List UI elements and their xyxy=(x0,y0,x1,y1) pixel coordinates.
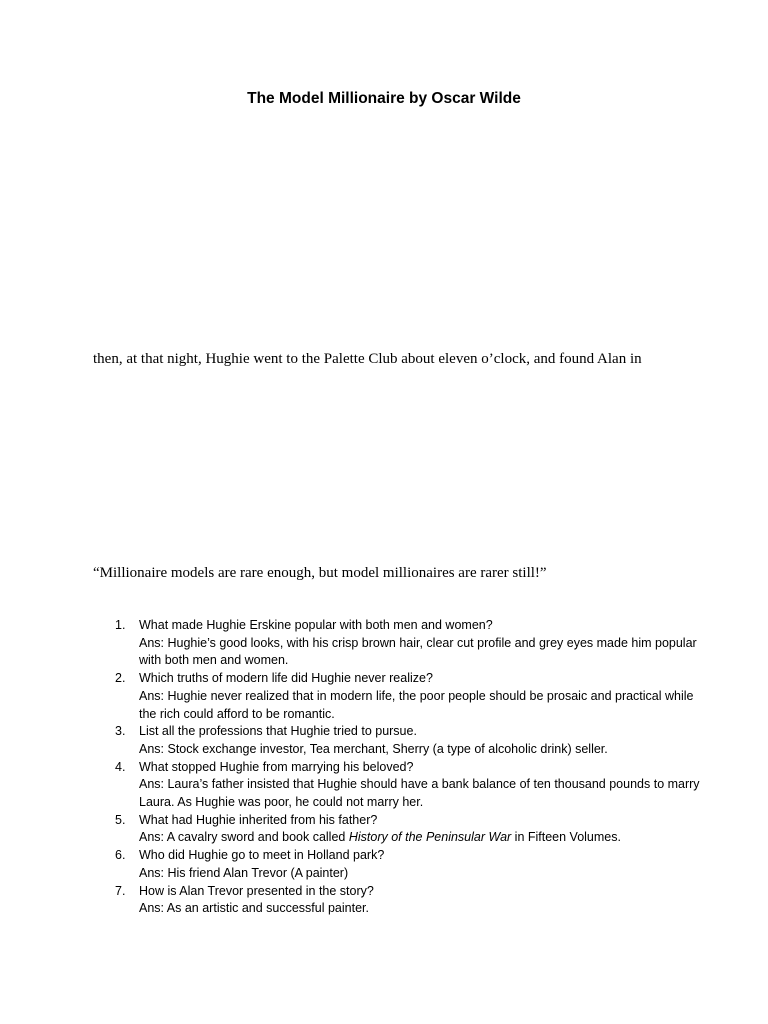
answer-text xyxy=(139,829,710,847)
qa-item-1 xyxy=(110,617,710,670)
qa-number: 7. xyxy=(115,883,126,898)
answer-text: Ans: Hughie never realized that in modern life, the poor people should be prosaic and practical while the rich could afford to be romantic. xyxy=(139,688,694,721)
qa-item-4 xyxy=(110,759,710,812)
qa-item-7 xyxy=(110,883,710,918)
answer-text: Ans: As an artistic and successful painter. xyxy=(139,901,369,916)
qa-item-2 xyxy=(110,670,710,723)
qa-number: 4. xyxy=(115,759,126,774)
qa-item-6 xyxy=(110,847,710,882)
answer-text-end: in Fifteen Volumes. xyxy=(511,830,621,845)
qa-number: 3. xyxy=(115,724,126,739)
story-quote-line: “Millionaire models are rare enough, but model millionaires are rarer still!” xyxy=(93,565,547,581)
qa-item-3 xyxy=(110,723,710,758)
answer-text-start: Ans: A cavalry sword and book called xyxy=(139,830,349,845)
question-text: How is Alan Trevor presented in the story? xyxy=(139,883,374,898)
question-text: Who did Hughie go to meet in Holland park? xyxy=(139,848,385,863)
answer-text: Ans: Hughie’s good looks, with his crisp brown hair, clear cut profile and grey eyes made him popular with both men and women. xyxy=(139,635,697,668)
question-answer-list xyxy=(110,617,710,918)
qa-number: 2. xyxy=(115,671,126,686)
qa-number: 5. xyxy=(115,812,126,827)
document-title: The Model Millionaire by Oscar Wilde xyxy=(247,90,521,107)
question-text: List all the professions that Hughie tried to pursue. xyxy=(139,724,417,739)
question-text: Which truths of modern life did Hughie never realize? xyxy=(139,671,433,686)
qa-item-5 xyxy=(110,812,710,847)
question-text: What made Hughie Erskine popular with both men and women? xyxy=(139,618,493,632)
qa-number: 1. xyxy=(115,618,126,632)
story-excerpt-line: then, at that night, Hughie went to the Palette Club about eleven o’clock, and found Alan in xyxy=(93,351,642,367)
answer-text: Ans: His friend Alan Trevor (A painter) xyxy=(139,865,349,880)
qa-number: 6. xyxy=(115,848,126,863)
question-text: What had Hughie inherited from his father? xyxy=(139,812,378,827)
answer-text: Ans: Laura’s father insisted that Hughie should have a bank balance of ten thousand pounds to marry Laura. As Hughie was poor, he could not marry her. xyxy=(139,777,700,810)
book-title: History of the Peninsular War xyxy=(348,830,512,845)
answer-text: Ans: Stock exchange investor, Tea merchant, Sherry (a type of alcoholic drink) seller. xyxy=(139,741,608,756)
question-text: What stopped Hughie from marrying his beloved? xyxy=(139,759,414,774)
